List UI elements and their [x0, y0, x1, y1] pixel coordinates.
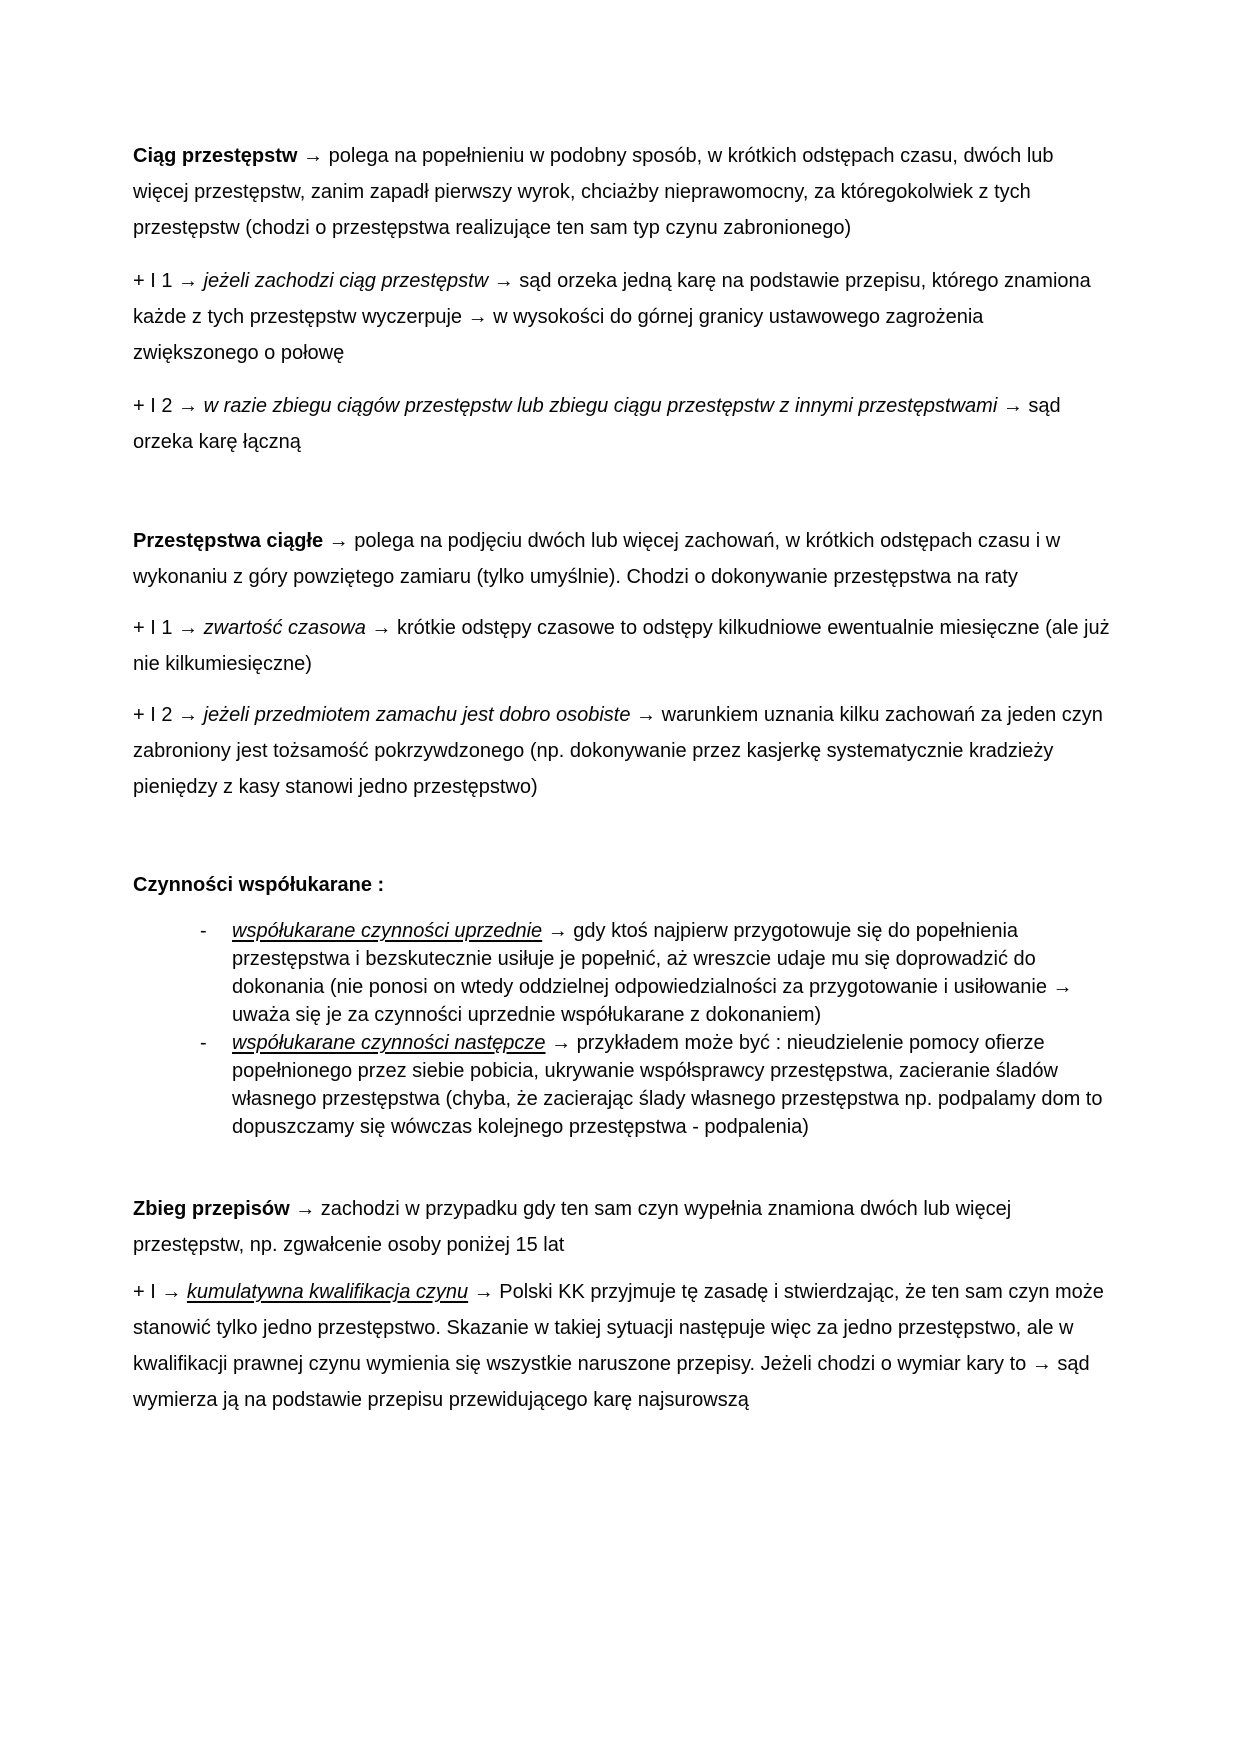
paragraph-ciag-przestepstw-definition [133, 138, 1114, 246]
text-run: + I → [133, 1281, 187, 1303]
text-run: w razie zbiegu ciągów przestępstw lub zbiegu ciągu przestępstw z innymi przestępstwami → [203, 395, 1023, 417]
paragraph-ciag-par2 [133, 388, 1114, 460]
list-item-text [232, 1032, 1102, 1138]
bullet-dash: - [200, 1032, 207, 1054]
paragraph-zbieg-przepisow-definition [133, 1191, 1114, 1263]
text-run: kumulatywna kwalifikacja czynu [186, 1281, 469, 1303]
text-run: → gdy ktoś najpierw przygotowuje się do popełnienia przestępstwa i bezskutecznie usiłuje je popełnić, aż wreszcie udaje mu się doprowadzić do dokonania (nie ponosi on wtedy oddzielnej odpowiedzialności za przygotowanie i usiłowanie → uważa się je za czynności uprzednie współukarane z dokonaniem) [232, 920, 1073, 1026]
heading-czynnosci-wspolukarane [133, 867, 1114, 903]
list-item-text [232, 920, 1073, 1026]
text-run: → przykładem może być : nieudzielenie pomocy ofierze popełnionego przez siebie pobicia, ukrywanie współsprawcy przestępstwa, zacieranie śladów własnego przestępstwa (chyba, że zacierając ślady własnego przestępstwa np. podpalamy dom to dopuszczamy się wówczas kolejnego przestępstwa - podpalenia) [232, 1032, 1103, 1138]
wspolukarane-list [133, 917, 1114, 1141]
paragraph-przestepstwa-ciagle-definition [133, 523, 1114, 595]
text-run: + I 1 → [133, 270, 204, 292]
paragraph-ciagle-par2 [133, 697, 1114, 805]
list-item-czynnosci-nastepcze [200, 1029, 1114, 1141]
text-run: jeżeli przedmiotem zamachu jest dobro osobiste [203, 704, 631, 726]
text-run: jeżeli zachodzi ciąg przestępstw [203, 270, 489, 292]
paragraph-ciag-par1 [133, 263, 1114, 371]
text-run: Zbieg przepisów [133, 1198, 290, 1220]
text-run: + I 1 → [133, 617, 204, 639]
text-run: współukarane czynności następcze [232, 1032, 546, 1054]
bullet-dash: - [200, 920, 207, 942]
text-run: → warunkiem uznania kilku zachowań za jeden czyn zabroniony jest tożsamość pokrzywdzonego (np. dokonywanie przez kasjerkę systematycznie kradzieży pieniędzy z kasy stanowi jedno przestępstwo) [133, 704, 1103, 798]
text-run: + I 2 → [133, 395, 204, 417]
text-run: → polega na podjęciu dwóch lub więcej zachowań, w krótkich odstępach czasu i w wykonaniu z góry powziętego zamiaru (tylko umyślnie). Chodzi o dokonywanie przestępstwa na raty [133, 530, 1061, 588]
text-run: współukarane czynności uprzednie [232, 920, 543, 942]
text-run: Przestępstwa ciągłe [133, 530, 324, 552]
text-run: Czynności współukarane : [133, 874, 385, 896]
text-run: zwartość czasowa [203, 617, 366, 639]
text-run: → sąd orzeka jedną karę na podstawie przepisu, którego znamiona każde z tych przestępstw wyczerpuje → w wysokości do górnej granicy ustawowego zagrożenia zwiększonego o połowę [133, 270, 1091, 364]
paragraph-ciagle-par1 [133, 610, 1114, 682]
list-item-czynnosci-uprzednie [200, 917, 1114, 1029]
text-run: → zachodzi w przypadku gdy ten sam czyn wypełnia znamiona dwóch lub więcej przestępstw, np. zgwałcenie osoby poniżej 15 lat [133, 1198, 1012, 1256]
text-run: sąd orzeka karę łączną [133, 395, 1061, 453]
text-run: → polega na popełnieniu w podobny sposób, w krótkich odstępach czasu, dwóch lub więcej przestępstw, zanim zapadł pierwszy wyrok, chciażby nieprawomocny, za któregokolwiek z tych przestępstw (chodzi o przestępstwa realizujące ten sam typ czynu zabronionego) [133, 145, 1054, 239]
text-run: Ciąg przestępstw [133, 145, 298, 167]
text-run: → krótkie odstępy czasowe to odstępy kilkudniowe ewentualnie miesięczne (ale już nie kilkumiesięczne) [133, 617, 1110, 675]
text-run: + I 2 → [133, 704, 204, 726]
text-run: → Polski KK przyjmuje tę zasadę i stwierdzając, że ten sam czyn może stanowić tylko jedno przestępstwo. Skazanie w takiej sytuacji następuje więc za jedno przestępstwo, ale w kwalifikacji prawnej czynu wymienia się wszystkie naruszone przepisy. Jeżeli chodzi o wymiar kary to → sąd wymierza ją na podstawie przepisu przewidującego karę najsurowszą [133, 1281, 1104, 1411]
paragraph-kumulatywna-kwalifikacja [133, 1274, 1114, 1418]
